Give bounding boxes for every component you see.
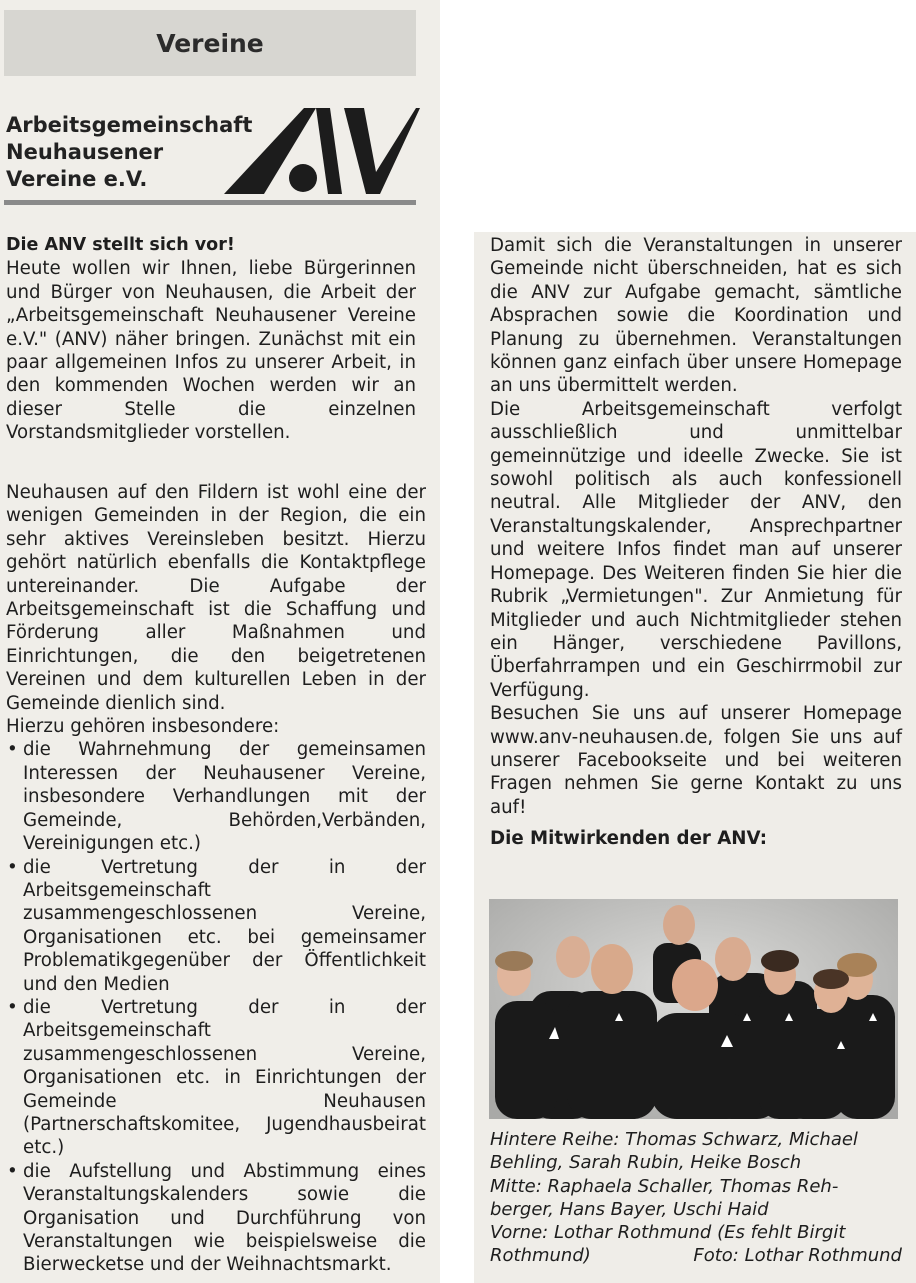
intro-heading: Die ANV stellt sich vor! (6, 235, 235, 255)
caption-credit-line (490, 1244, 902, 1267)
photo-caption (490, 1128, 902, 1268)
body-paragraph: Die Arbeitsgemeinschaft verfolgt ausschließlich und unmittelbar gemeinnützige und ideelle Zwecke. Sie ist sowohl politisch als auch konfessionell neutral. Alle Mitglieder der ANV, den Veranstaltungskalender, Ansprechpartner und weitere Infos findet man auf unserer Homepage. Des Weiteren finden Sie hier die Rubrik „Vermietungen". Zur Anmietung für Mitglieder und auch Nichtmitglieder stehen ein Hänger, verschiedene Pavillons, Überfahrrampen und ein Geschirrmobil zur Verfügung. (490, 398, 902, 701)
task-list (6, 738, 426, 1276)
list-item: • die Vertretung der in der Arbeitsgemeinschaft zusammengeschlossenen Vereine, Organisationen etc. bei gemeinsamer Problematikgegenüber der Öffentlichkeit und den Medien (6, 856, 426, 996)
association-name-line: Arbeitsgemeinschaft (6, 113, 253, 137)
header-divider (4, 200, 416, 205)
list-intro: Hierzu gehören insbesondere: (6, 716, 280, 738)
team-heading: Die Mitwirkenden der ANV: (490, 828, 768, 850)
left-body (6, 481, 426, 1277)
association-name-line: Vereine e.V. (6, 167, 148, 191)
section-header (4, 10, 416, 76)
anv-logo (224, 104, 420, 198)
team-photo-figures (489, 899, 898, 1119)
intro-section (6, 234, 416, 445)
right-body (490, 234, 902, 851)
caption-line: Vorne: Lothar Rothmund (Es fehlt Birgit (490, 1222, 846, 1244)
caption-line: berger, Hans Bayer, Uschi Haid (490, 1198, 769, 1220)
caption-line: Rothmund) (490, 1245, 591, 1267)
association-name-line: Neuhausener (6, 140, 164, 164)
caption-line: Mitte: Raphaela Schaller, Thomas Reh- (490, 1175, 839, 1197)
section-title: Vereine (156, 28, 264, 58)
caption-line: Hintere Reihe: Thomas Schwarz, Michael (490, 1129, 858, 1150)
team-photo (489, 899, 898, 1119)
body-paragraph: Neuhausen auf den Fildern ist wohl eine der wenigen Gemeinden in der Region, die ein sehr aktives Vereinsleben besitzt. Hierzu gehört natürlich ebenfalls die Kontaktpflege untereinander. Die Aufgabe der Arbeitsgemeinschaft ist die Schaffung und Förderung aller Maßnahmen und Einrichtungen, die den beigetretenen Vereinen und dem kulturellen Leben in der Gemeinde dienlich sind. (6, 482, 426, 714)
list-item: • die Wahrnehmung der gemeinsamen Interessen der Neuhausener Vereine, insbesondere Verhandlungen mit der Gemeinde, Behörden,Verbänden, Vereinigungen etc.) (6, 738, 426, 855)
intro-paragraph: Heute wollen wir Ihnen, liebe Bürgerinnen und Bürger von Neuhausen, die Arbeit der „Arbeitsgemeinschaft Neuhausener Vereine e.V." (ANV) näher bringen. Zunächst mit ein paar allgemeinen Infos zu unserer Arbeit, in den kommenden Wochen werden wir an dieser Stelle die einzelnen Vorstandsmitglieder vorstellen. (6, 258, 416, 444)
list-item: • die Vertretung der in der Arbeitsgemeinschaft zusammengeschlossenen Vereine, Organisationen etc. in Einrichtungen der Gemeinde Neuhausen (Partnerschaftskomitee, Jugendhausbeirat etc.) (6, 996, 426, 1160)
body-paragraph: Damit sich die Veranstaltungen in unserer Gemeinde nicht überschneiden, hat es sich die ANV zur Aufgabe gemacht, sämtliche Absprachen sowie die Koordination und Planung zu übernehmen. Veranstaltungen können ganz einfach über unsere Homepage an uns übermittelt werden. (490, 235, 902, 397)
caption-line: Behling, Sarah Rubin, Heike Bosch (490, 1152, 802, 1174)
photo-credit: Foto: Lothar Rothmund (693, 1245, 902, 1267)
body-paragraph: Besuchen Sie uns auf unserer Homepage www.anv-neuhausen.de, folgen Sie uns auf unserer Facebookseite und bei weiteren Fragen nehmen Sie gerne Kontakt zu uns auf! (490, 703, 902, 818)
list-item: • die Aufstellung und Abstimmung eines Veranstaltungskalenders sowie die Organisation und Durchführung von Veranstaltungen wie beispielsweise die Bierwecketse und der Weihnachtsmarkt. (6, 1160, 426, 1277)
